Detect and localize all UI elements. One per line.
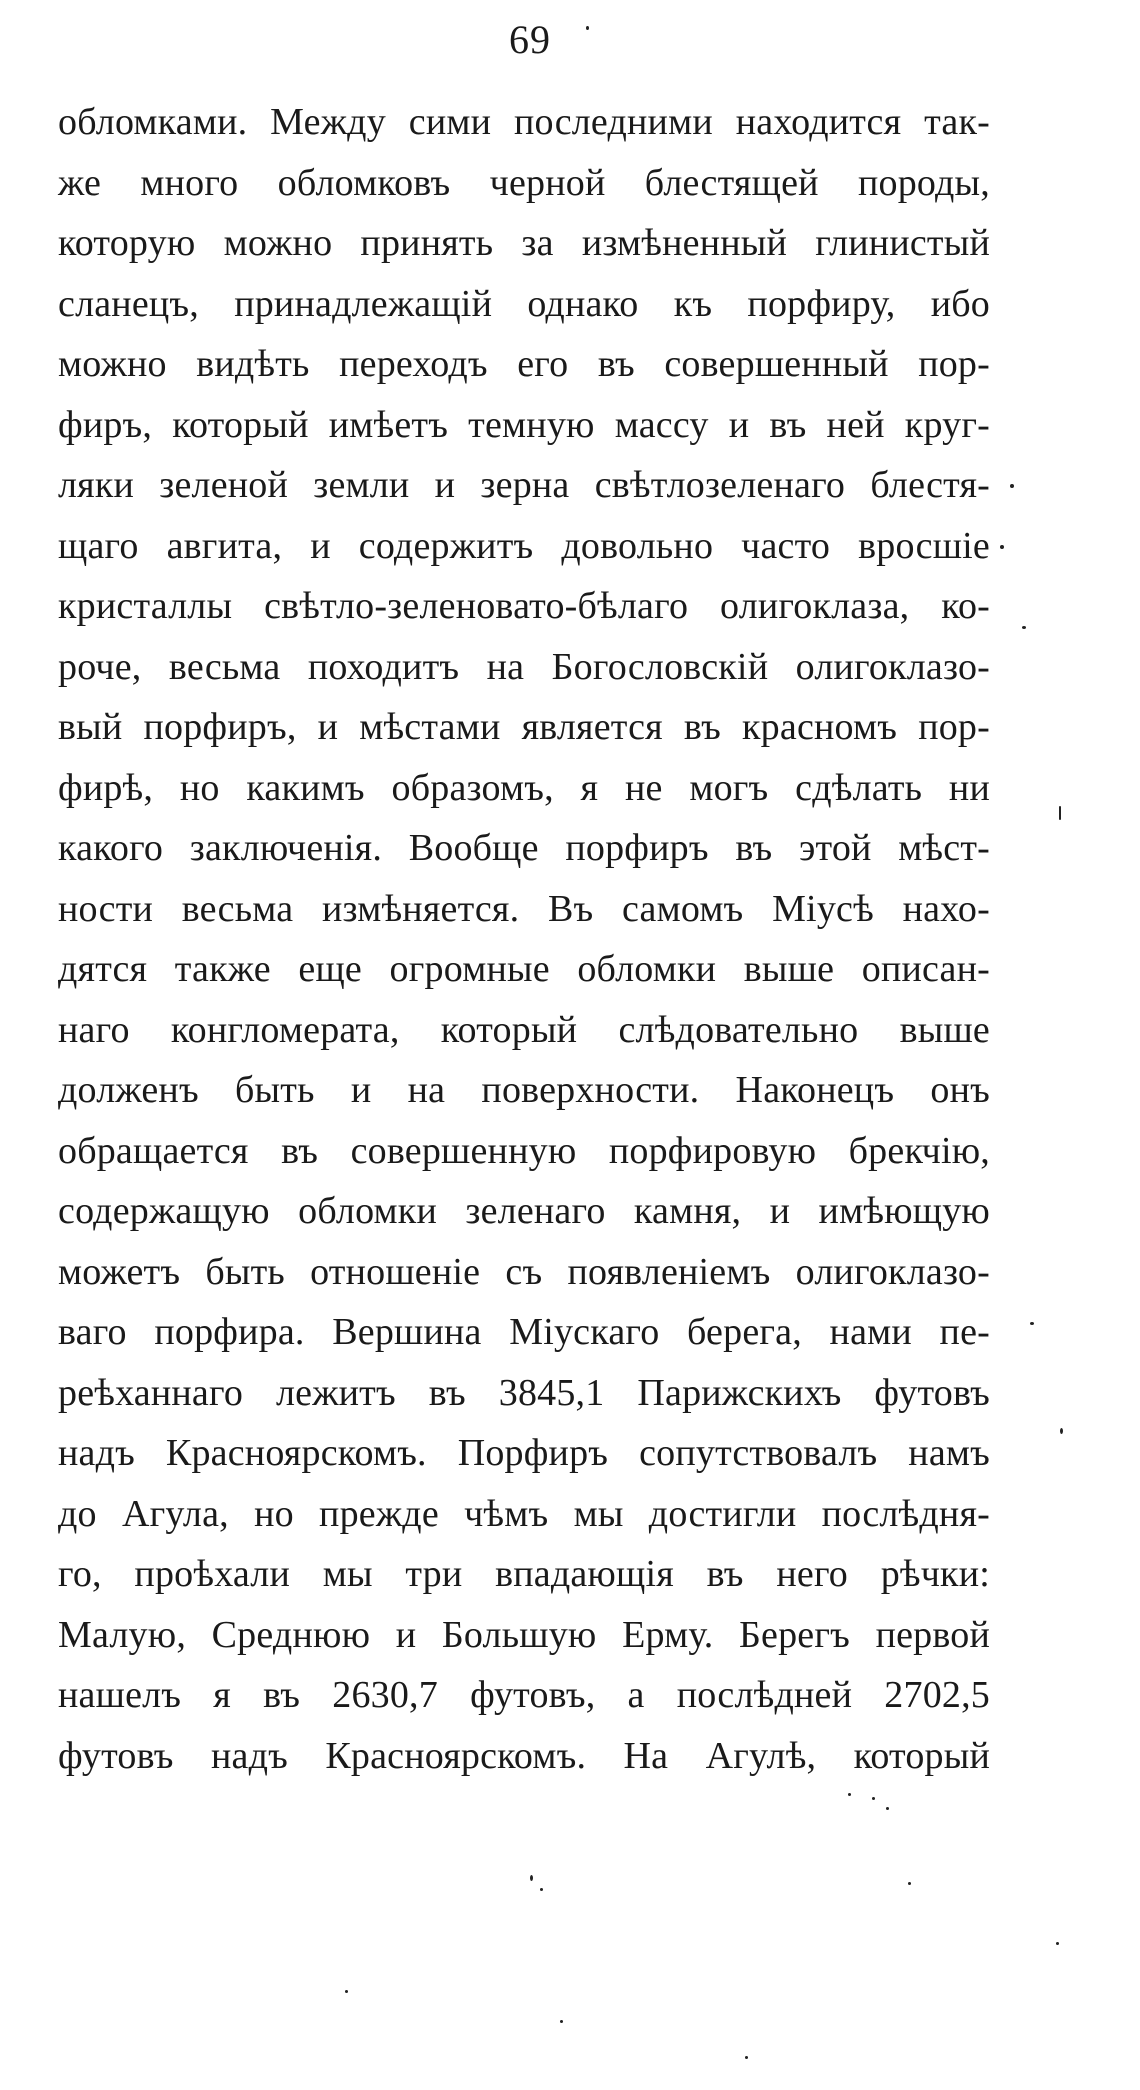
text-line: наго конгломерата, который слѣдовательно выше <box>58 1008 990 1051</box>
body-text <box>58 92 990 1786</box>
scan-speck <box>872 1797 875 1800</box>
scan-speck <box>345 1990 348 1993</box>
scan-speck <box>540 1888 543 1891</box>
text-line: дятся также еще огромные обломки выше описан- <box>58 948 990 990</box>
text-line: можно видѣть переходъ его въ совершенный пор- <box>58 343 990 385</box>
text-line: роче, весьма походитъ на Богословскій олигоклазо- <box>58 645 990 688</box>
scan-speck <box>1000 545 1004 549</box>
text-line: щаго авгита, и содержитъ довольно часто вросшіе <box>58 524 990 567</box>
text-line: ляки зеленой земли и зерна свѣтлозеленаго блестя- <box>58 464 990 506</box>
text-line: го, проѣхали мы три впадающія въ него рѣчки: <box>58 1553 990 1595</box>
text-line: обломками. Между сими последними находится так- <box>58 101 990 143</box>
text-line: фиръ, который имѣетъ темную массу и въ ней круг- <box>58 403 990 446</box>
scan-speck <box>848 1793 851 1796</box>
text-line: которую можно принять за измѣненный глинистый <box>58 222 990 264</box>
scan-speck <box>1010 484 1014 488</box>
scan-speck <box>1022 626 1026 629</box>
text-line: обращается въ совершенную порфировую брекчію, <box>58 1129 990 1172</box>
scan-speck <box>1059 806 1061 820</box>
text-line: ности весьма измѣняется. Въ самомъ Міусѣ нахо- <box>58 887 990 930</box>
text-line: вый порфиръ, и мѣстами является въ красномъ пор- <box>58 706 990 748</box>
text-line: реѣханнаго лежитъ въ 3845,1 Парижскихъ футовъ <box>58 1371 990 1414</box>
text-line: до Агула, но прежде чѣмъ мы достигли послѣдня- <box>58 1492 990 1535</box>
text-line: Малую, Среднюю и Большую Ерму. Берегъ первой <box>58 1613 990 1656</box>
scan-speck <box>586 26 589 30</box>
text-line: нашелъ я въ 2630,7 футовъ, а послѣдней 2702,5 <box>58 1674 990 1716</box>
text-line: надъ Красноярскомъ. Порфиръ сопутствовалъ намъ <box>58 1432 990 1474</box>
text-line: кристаллы свѣтло-зеленовато-бѣлаго олигоклаза, ко- <box>58 585 990 627</box>
text-line: долженъ быть и на поверхности. Наконецъ онъ <box>58 1069 990 1111</box>
text-line: какого заключенія. Вообще порфиръ въ этой мѣст- <box>58 827 990 869</box>
page-number: 69 <box>509 17 551 62</box>
text-line: содержащую обломки зеленаго камня, и имѣющую <box>58 1190 990 1232</box>
text-line: же много обломковъ черной блестящей породы, <box>58 161 990 204</box>
scan-speck <box>886 1807 889 1810</box>
text-line: ваго порфира. Вершина Міускаго берега, нами пе- <box>58 1311 990 1353</box>
text-line: сланецъ, принадлежащій однако къ порфиру, ибо <box>58 282 990 325</box>
text-line: футовъ надъ Красноярскомъ. На Агулѣ, который <box>58 1734 990 1777</box>
scan-speck <box>1056 1942 1059 1945</box>
scan-speck <box>1030 1322 1034 1325</box>
text-line: можетъ быть отношеніе съ появленіемъ олигоклазо- <box>58 1250 990 1293</box>
scan-speck <box>1060 1428 1063 1434</box>
text-line: фирѣ, но какимъ образомъ, я не могъ сдѣлать ни <box>58 766 990 809</box>
scan-speck <box>745 2056 748 2059</box>
scan-speck <box>908 1882 911 1885</box>
scan-speck <box>560 2020 563 2023</box>
scan-speck <box>530 1875 533 1881</box>
